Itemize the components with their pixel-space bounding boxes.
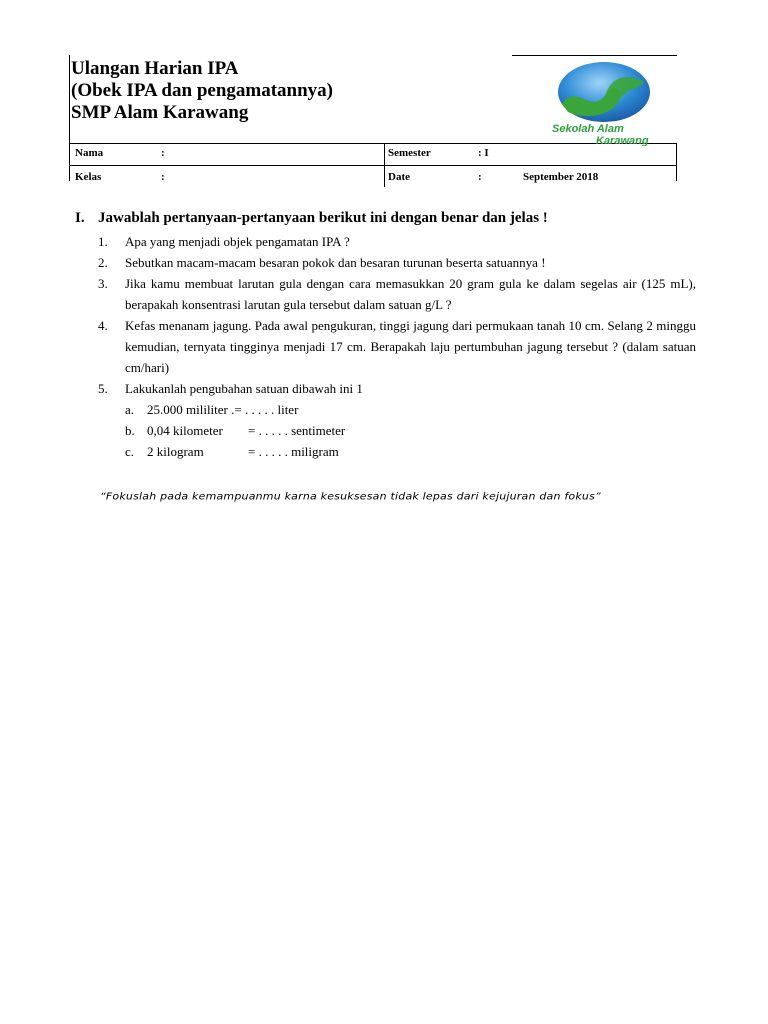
school-logo: [548, 60, 672, 146]
logo-text-line1: Sekolah Alam: [552, 123, 624, 135]
school-name: SMP Alam Karawang: [71, 102, 249, 123]
conversion-item: [125, 441, 339, 462]
globe-logo-icon: [548, 60, 672, 146]
question-text: Sebutkan macam-macam besaran pokok dan besaran turunan beserta satuannya !: [125, 255, 546, 270]
question-item: [98, 252, 696, 273]
conversion-blank: = . . . . . liter: [234, 402, 299, 417]
semester-value: : I: [478, 147, 489, 159]
conversion-item: [125, 420, 345, 441]
nama-label: Nama: [75, 147, 104, 159]
section-number: I.: [75, 210, 85, 226]
section-heading-text: Jawablah pertanyaan-pertanyaan berikut ini dengan benar dan jelas !: [98, 210, 548, 226]
nama-colon[interactable]: :: [161, 147, 165, 159]
info-row-mid-line: [69, 165, 677, 166]
conversion-letter: b.: [125, 423, 135, 438]
conversion-blank: = . . . . . sentimeter: [248, 423, 346, 438]
kelas-colon[interactable]: :: [161, 171, 165, 183]
header-frame-top-right: [512, 55, 677, 56]
question-item: [98, 315, 696, 378]
exam-title: Ulangan Harian IPA: [71, 58, 239, 79]
question-item: [98, 378, 696, 399]
question-text: Lakukanlah pengubahan satuan dibawah ini 1: [125, 381, 363, 396]
motivational-quote: “Fokuslah pada kemampuanmu karna kesuksesan tidak lepas dari kejujuran dan fokus”: [100, 490, 601, 503]
conversion-from: 25.000 mililiter .: [147, 402, 235, 417]
question-number: 1.: [98, 234, 108, 249]
header-frame-right: [676, 143, 677, 181]
semester-label: Semester: [388, 147, 431, 159]
conversion-letter: c.: [125, 444, 135, 459]
kelas-label: Kelas: [75, 171, 102, 183]
info-column-divider: [384, 143, 385, 187]
question-number: 4.: [98, 318, 108, 333]
question-number: 2.: [98, 255, 108, 270]
date-label: Date: [388, 171, 410, 183]
question-number: 3.: [98, 276, 108, 291]
conversion-letter: a.: [125, 402, 135, 417]
question-text: Kefas menanam jagung. Pada awal pengukuran, tinggi jagung dari permukaan tanah 10 cm. Selang 2 minggu kemudian, ternyata tingginya menjadi 17 cm. Berapakah laju pertumbuhan jagung tersebut ? (dalam satuan cm/hari): [125, 318, 696, 375]
header-frame-left: [69, 55, 70, 181]
date-colon: :: [478, 171, 482, 183]
question-item: [98, 231, 696, 252]
conversion-blank: = . . . . . miligram: [248, 444, 339, 459]
date-value: September 2018: [523, 171, 599, 183]
conversion-from: 0,04 kilometer: [147, 423, 223, 438]
question-text: Apa yang menjadi objek pengamatan IPA ?: [125, 234, 350, 249]
question-number: 5.: [98, 381, 108, 396]
exam-subtitle: (Obek IPA dan pengamatannya): [71, 80, 334, 101]
conversion-item: [125, 399, 298, 420]
question-text: Jika kamu membuat larutan gula dengan cara memasukkan 20 gram gula ke dalam segelas air (125 mL), berapakah konsentrasi larutan gula tersebut dalam satuan g/L ?: [125, 276, 696, 312]
question-item: [98, 273, 696, 315]
section-heading: [75, 208, 548, 228]
conversion-from: 2 kilogram: [147, 444, 204, 459]
logo-text-line2: Karawang: [596, 135, 649, 146]
